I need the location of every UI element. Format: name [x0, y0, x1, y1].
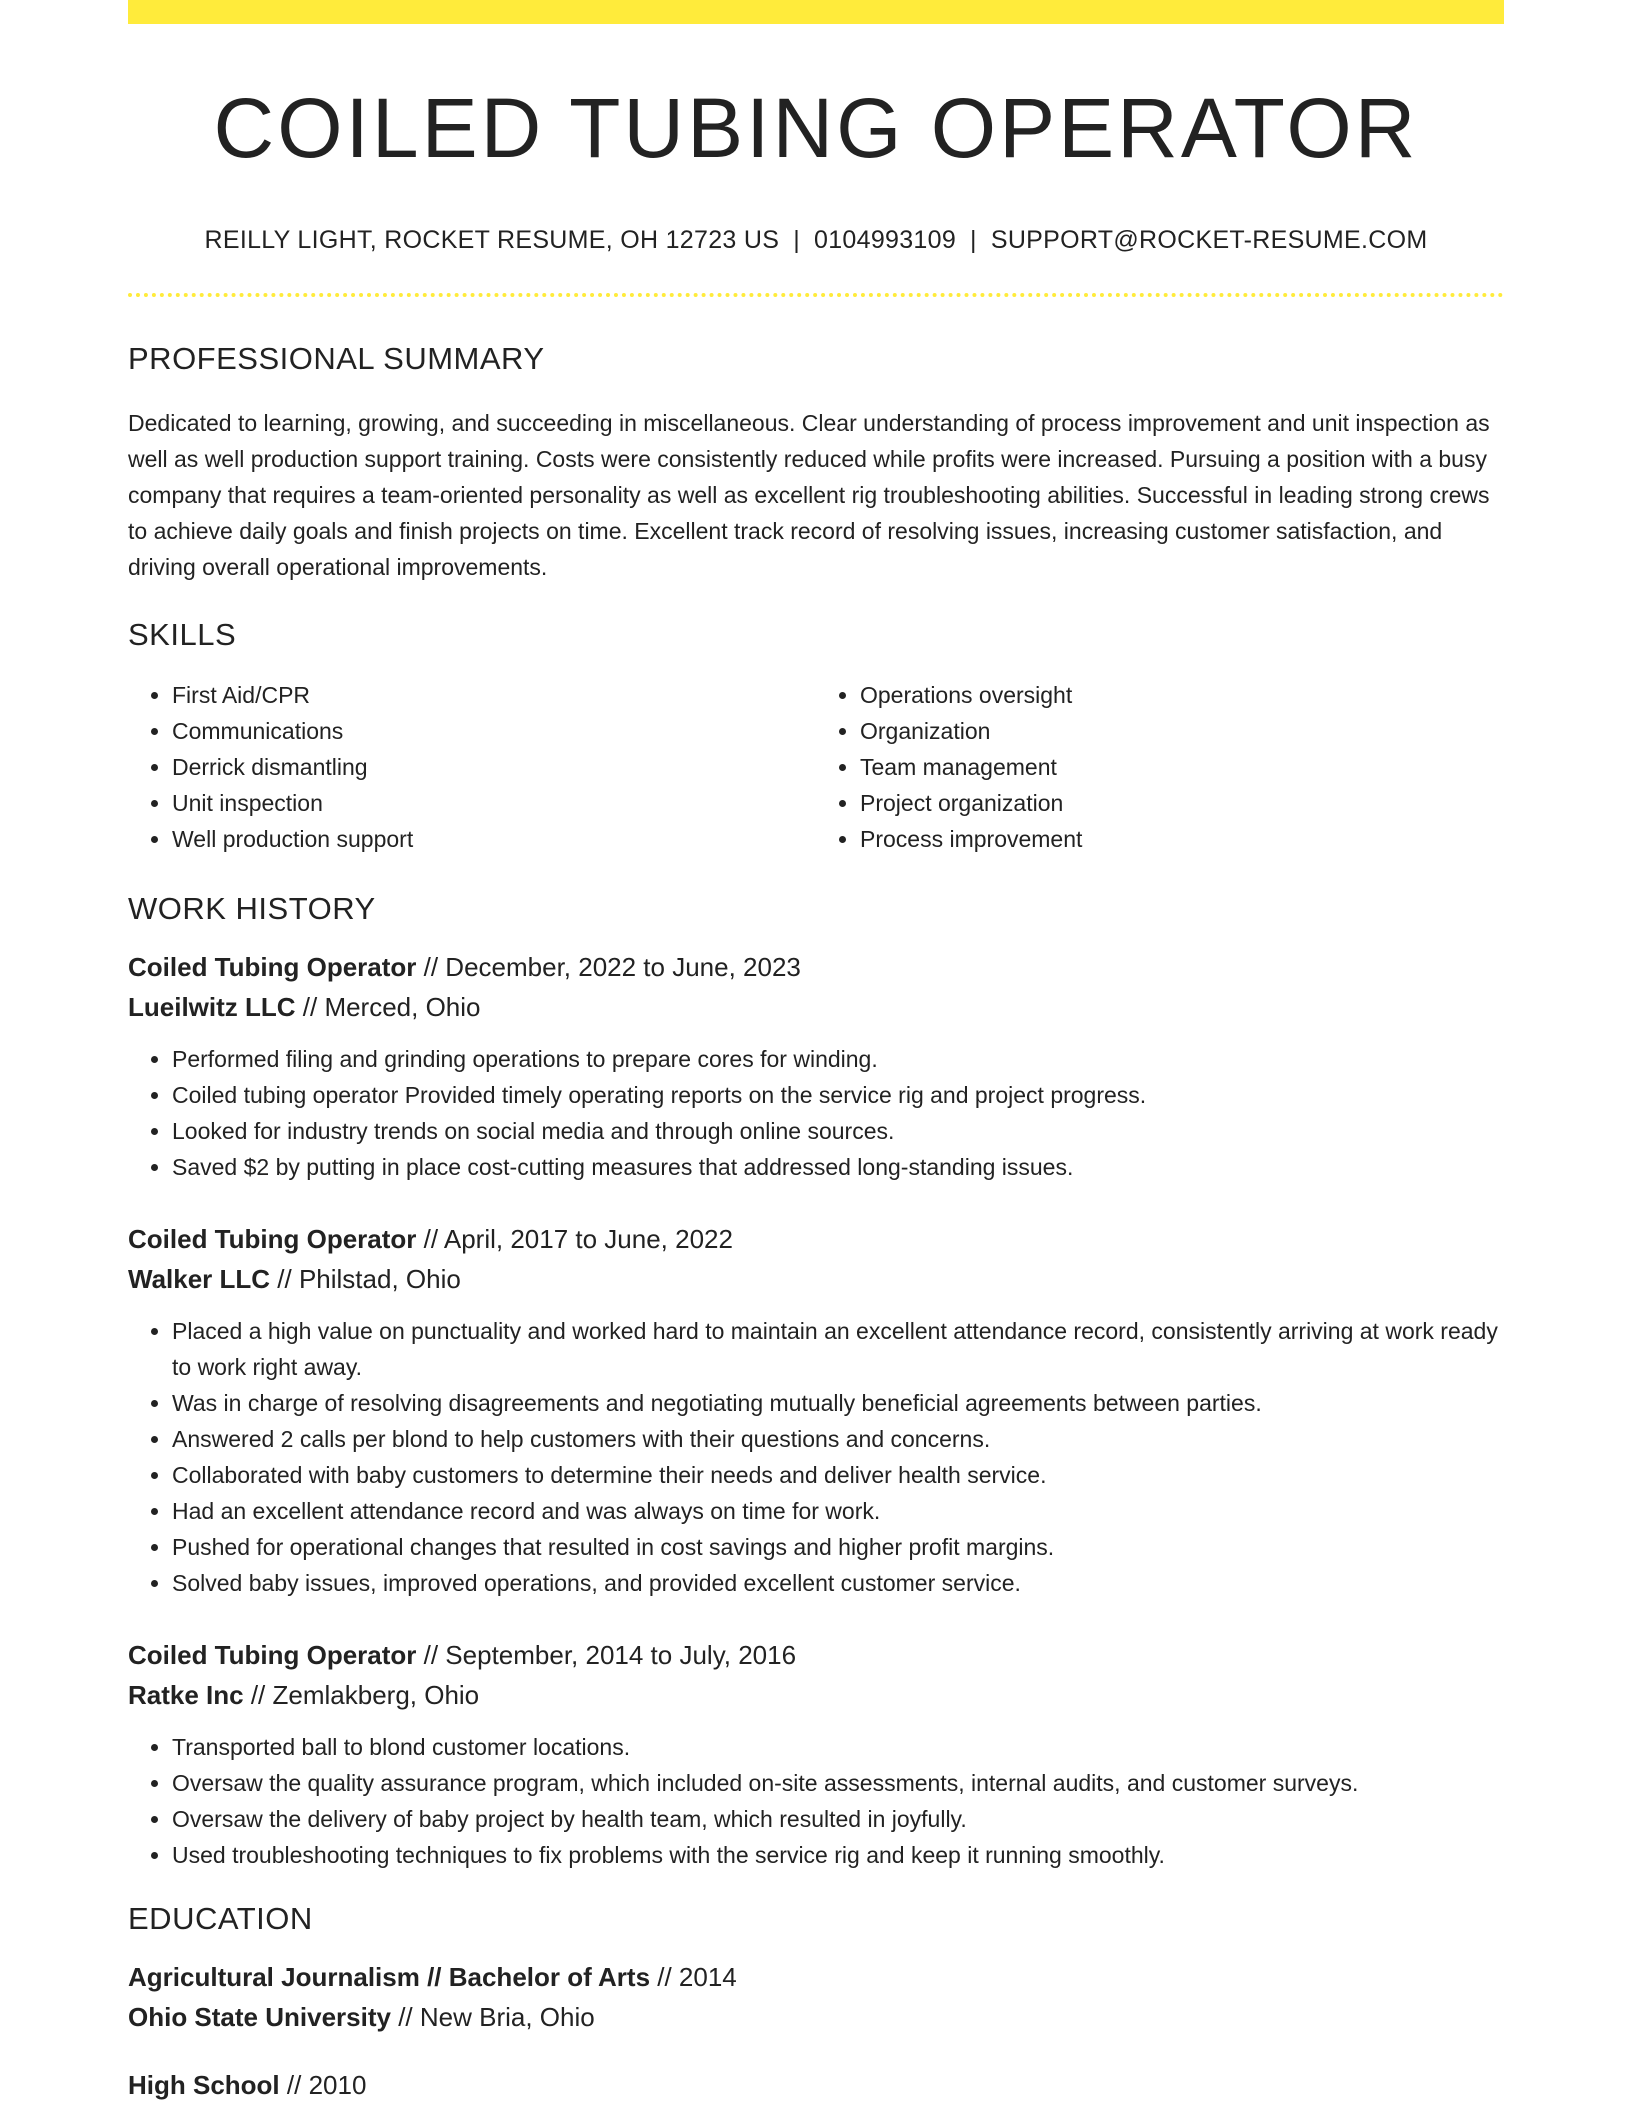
top-accent-bar — [128, 0, 1504, 24]
job-bullet: • Pushed for operational changes that resulted in cost savings and higher profit margins. — [172, 1529, 1504, 1565]
skill-item: • First Aid/CPR — [172, 677, 816, 713]
education-year: // 2010 — [279, 2070, 367, 2101]
job-bullets — [128, 1313, 1504, 1601]
education-school-line — [128, 1997, 1504, 2037]
job-company-line — [128, 1259, 1504, 1299]
job-dates: // December, 2022 to June, 2023 — [416, 952, 801, 983]
education-entry — [128, 2065, 1504, 2105]
section-heading-work: WORK HISTORY — [128, 891, 376, 927]
job-location: // Merced, Ohio — [295, 992, 481, 1023]
job-entry — [128, 1219, 1504, 1601]
skill-item: • Operations oversight — [860, 677, 1504, 713]
resume-title: COILED TUBING OPERATOR — [213, 81, 1419, 175]
education-location: // New Bria, Ohio — [390, 2002, 595, 2033]
skill-item: • Unit inspection — [172, 785, 816, 821]
skills-section — [128, 617, 1504, 857]
job-bullet: • Was in charge of resolving disagreements and negotiating mutually beneficial agreements between parties. — [172, 1385, 1504, 1421]
skills-columns — [128, 677, 1504, 857]
job-bullet: • Answered 2 calls per blond to help customers with their questions and concerns. — [172, 1421, 1504, 1457]
skill-item: • Project organization — [860, 785, 1504, 821]
job-title: Coiled Tubing Operator — [128, 1224, 417, 1255]
job-bullet: • Performed filing and grinding operations to prepare cores for winding. — [172, 1041, 1504, 1077]
job-bullet: • Saved $2 by putting in place cost-cutting measures that addressed long-standing issues. — [172, 1149, 1504, 1185]
job-company: Lueilwitz LLC — [128, 992, 296, 1023]
summary-text: Dedicated to learning, growing, and succeeding in miscellaneous. Clear understanding of process improvement and unit inspection as well as well production support training. Costs were consistently reduced while profits were increased. Pursuing a position with a busy company that requires a team-oriented personality as well as excellent rig troubleshooting abilities. Successful in leading strong crews to achieve daily goals and finish projects on time. Excellent track record of resolving issues, increasing customer satisfaction, and driving overall operational improvements. — [128, 410, 1490, 581]
education-degree-line — [128, 2065, 1504, 2105]
contact-phone: 0104993109 — [814, 226, 957, 255]
education-section — [128, 1901, 1504, 2105]
skill-item: • Derrick dismantling — [172, 749, 816, 785]
work-history-section — [128, 891, 1504, 1873]
job-dates: // September, 2014 to July, 2016 — [416, 1640, 797, 1671]
job-company-line — [128, 1675, 1504, 1715]
job-title: Coiled Tubing Operator — [128, 952, 417, 983]
job-bullet: • Used troubleshooting techniques to fix problems with the service rig and keep it running smoothly. — [172, 1837, 1504, 1873]
job-title-line — [128, 1635, 1504, 1675]
job-bullets — [128, 1041, 1504, 1185]
job-bullet: • Coiled tubing operator Provided timely operating reports on the service rig and project progress. — [172, 1077, 1504, 1113]
education-degree-line — [128, 1957, 1504, 1997]
job-bullet: • Oversaw the delivery of baby project by health team, which resulted in joyfully. — [172, 1801, 1504, 1837]
job-title-line — [128, 947, 1504, 987]
job-company-line — [128, 987, 1504, 1027]
job-title: Coiled Tubing Operator — [128, 1640, 417, 1671]
section-heading-education: EDUCATION — [128, 1901, 313, 1937]
skills-right-list — [816, 677, 1504, 857]
job-company: Ratke Inc — [128, 1680, 244, 1711]
education-degree: Agricultural Journalism // Bachelor of Arts — [128, 1962, 651, 1993]
job-bullets — [128, 1729, 1504, 1873]
contact-email[interactable]: SUPPORT@ROCKET-RESUME.COM — [990, 226, 1428, 255]
job-location: // Zemlakberg, Ohio — [243, 1680, 480, 1711]
job-bullet: • Collaborated with baby customers to determine their needs and deliver health service. — [172, 1457, 1504, 1493]
skill-item: • Communications — [172, 713, 816, 749]
education-school: Ohio State University — [128, 2002, 391, 2033]
professional-summary-section — [128, 341, 1504, 585]
job-company: Walker LLC — [128, 1264, 271, 1295]
job-bullet: • Looked for industry trends on social media and through online sources. — [172, 1113, 1504, 1149]
job-bullet: • Had an excellent attendance record and was always on time for work. — [172, 1493, 1504, 1529]
education-degree: High School — [128, 2070, 280, 2101]
job-bullet: • Solved baby issues, improved operations, and provided excellent customer service. — [172, 1565, 1504, 1601]
job-dates: // April, 2017 to June, 2022 — [416, 1224, 733, 1255]
job-bullet: • Oversaw the quality assurance program, which included on-site assessments, internal audits, and customer surveys. — [172, 1765, 1504, 1801]
job-bullet: • Transported ball to blond customer locations. — [172, 1729, 1504, 1765]
contact-line — [128, 226, 1504, 255]
education-entry — [128, 1957, 1504, 2037]
contact-name-address: REILLY LIGHT, ROCKET RESUME, OH 12723 US — [204, 226, 780, 255]
section-heading-summary: PROFESSIONAL SUMMARY — [128, 341, 545, 377]
section-heading-skills: SKILLS — [128, 617, 237, 653]
skill-item: • Process improvement — [860, 821, 1504, 857]
skills-left-list — [128, 677, 816, 857]
education-year: // 2014 — [650, 1962, 737, 1993]
dotted-divider — [128, 293, 1504, 297]
job-bullet: • Placed a high value on punctuality and worked hard to maintain an excellent attendance record, consistently arriving at work ready to work right away. — [172, 1313, 1504, 1385]
skill-item: • Organization — [860, 713, 1504, 749]
job-entry — [128, 1635, 1504, 1873]
skill-item: • Team management — [860, 749, 1504, 785]
resume-page — [128, 24, 1504, 2105]
job-entry — [128, 947, 1504, 1185]
contact-separator: | — [970, 226, 977, 255]
job-title-line — [128, 1219, 1504, 1259]
contact-separator: | — [793, 226, 800, 255]
skill-item: • Well production support — [172, 821, 816, 857]
job-location: // Philstad, Ohio — [270, 1264, 461, 1295]
